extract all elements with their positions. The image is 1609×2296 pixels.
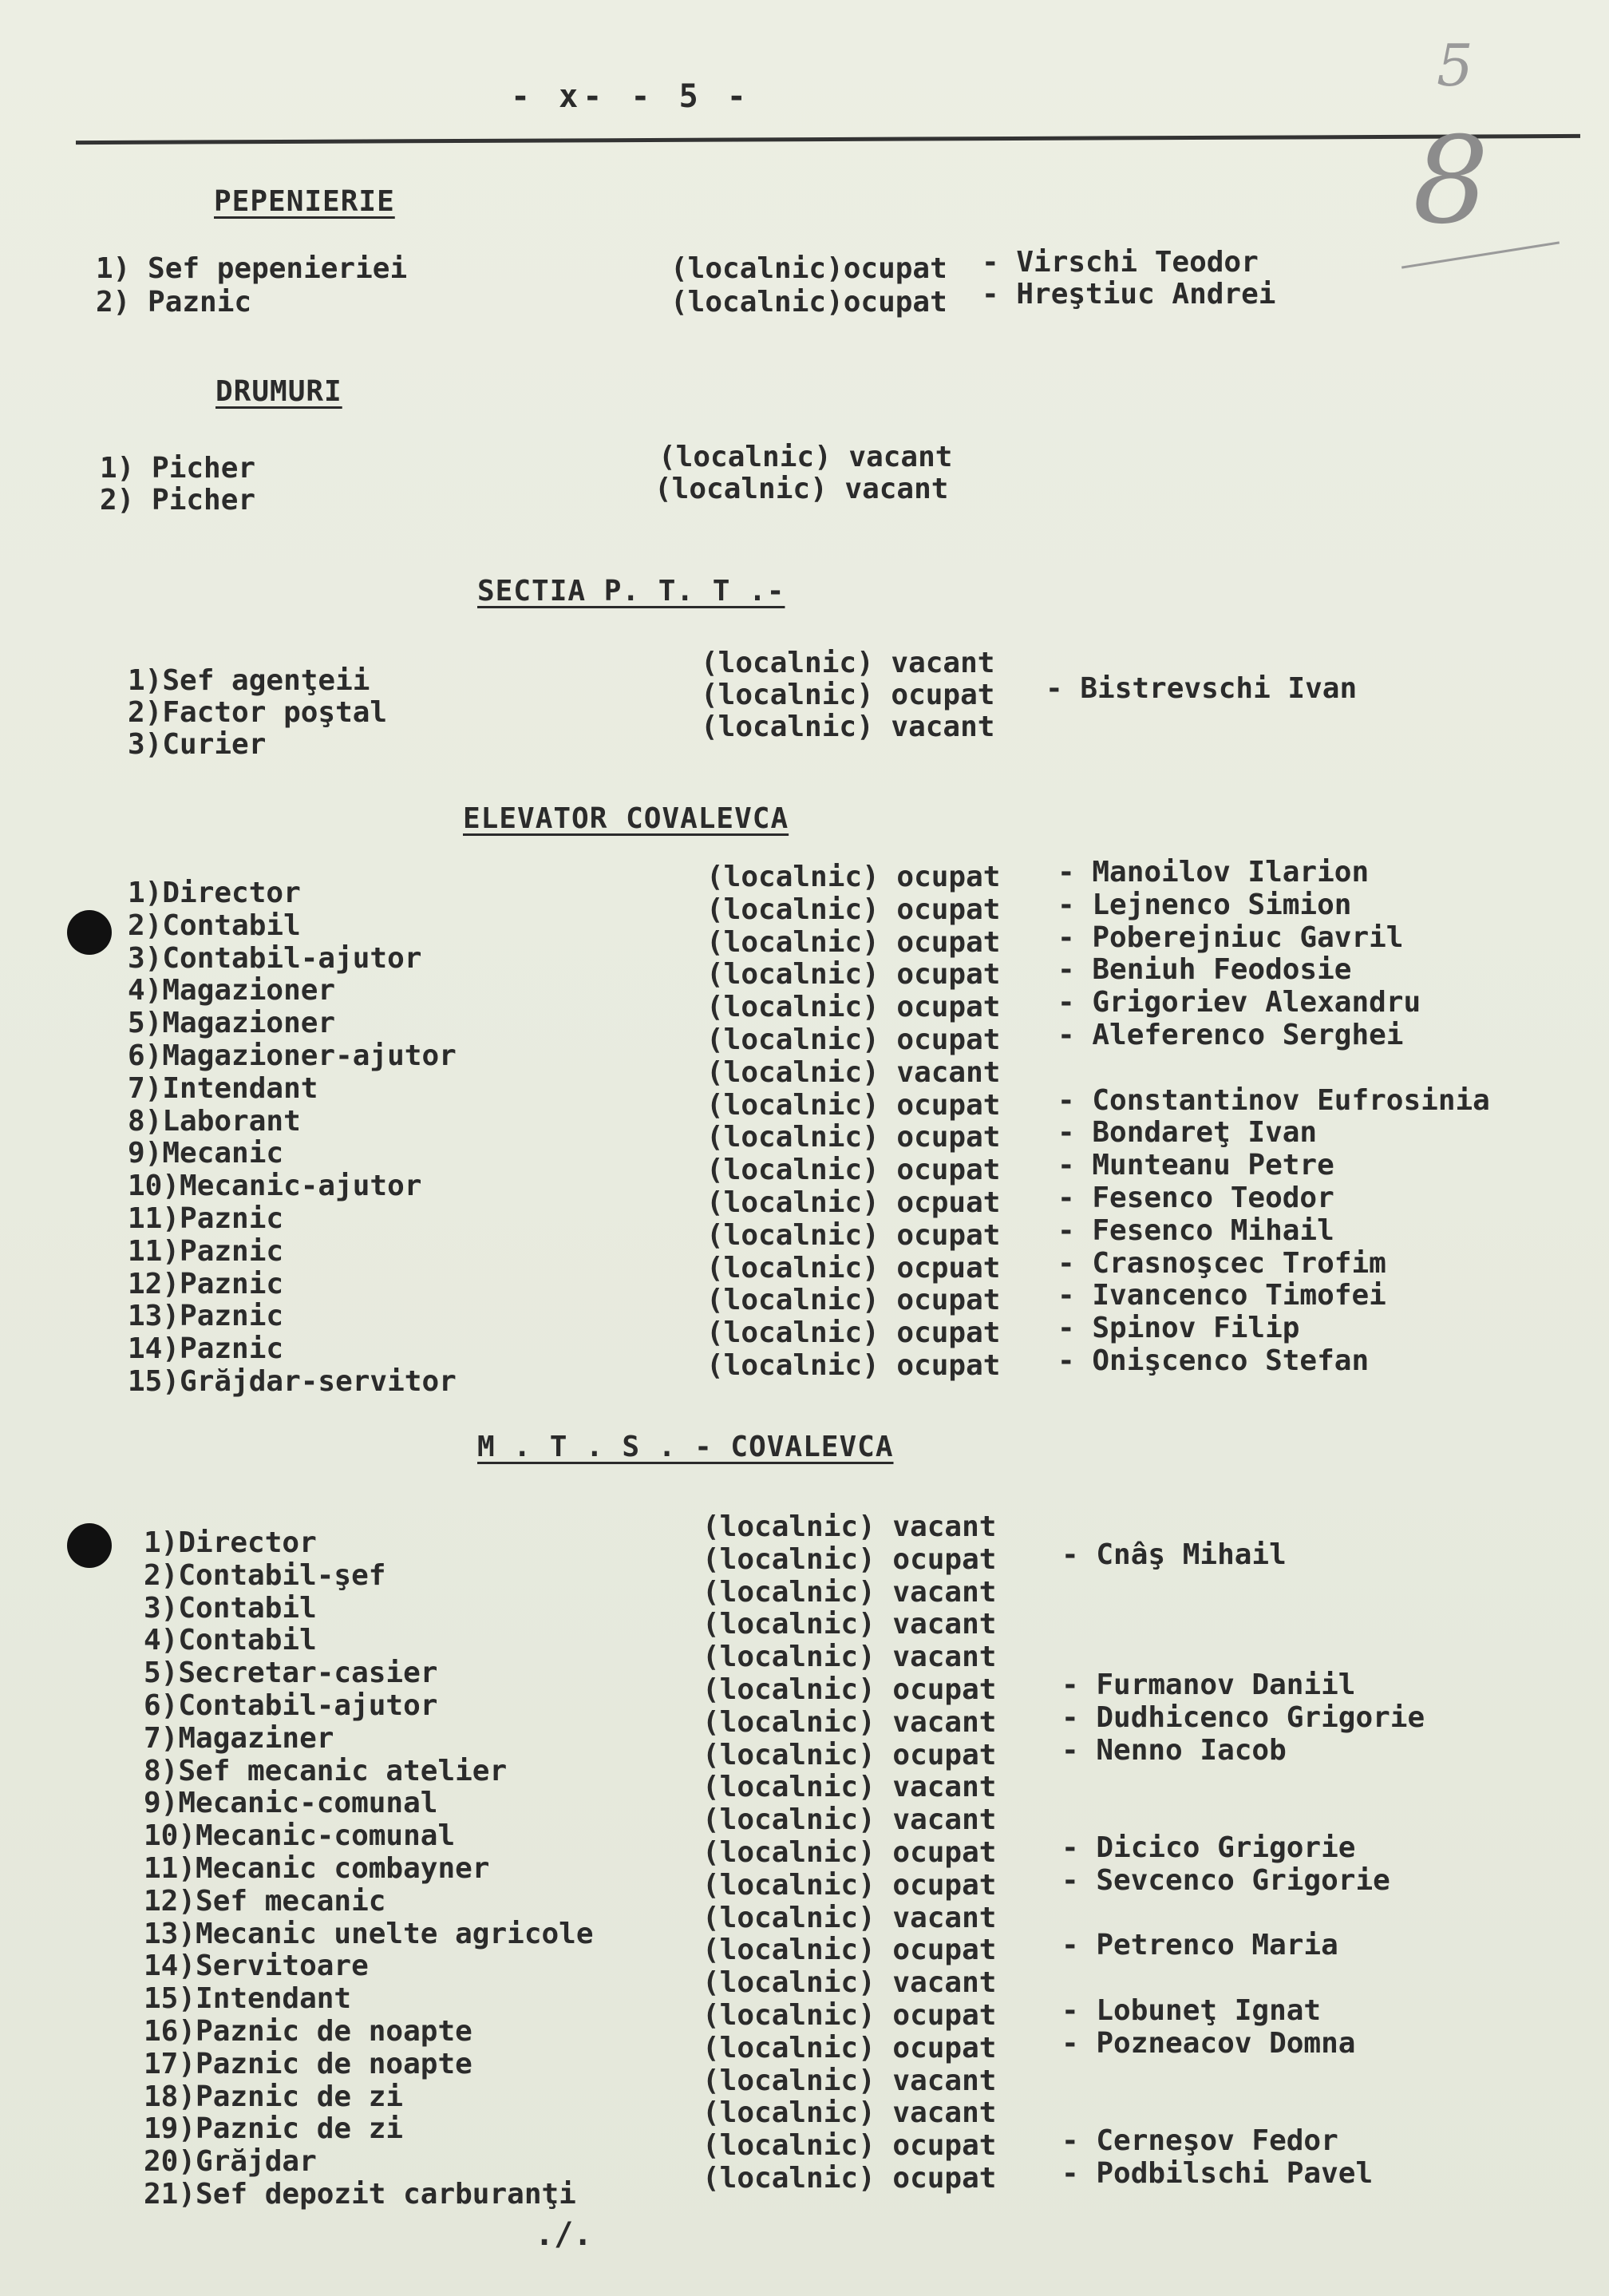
- job-status: (localnic) ocupat: [706, 1349, 1001, 1382]
- job-status: (localnic) ocupat: [706, 925, 1001, 959]
- job-status: (localnic) ocupat: [702, 2031, 997, 2064]
- job-status: (localnic) ocupat: [706, 861, 1001, 893]
- job-status: (localnic) ocpuat: [706, 1251, 1001, 1285]
- employee-name: - Spinov Filip: [1058, 1312, 1300, 1345]
- job-status: (localnic) vacant: [702, 1608, 997, 1641]
- job-status: (localnic) vacant: [702, 1510, 997, 1543]
- employee-name: - Dicico Grigorie: [1061, 1831, 1356, 1864]
- employee-name: - Furmanov Daniil: [1061, 1669, 1356, 1701]
- job-label: 16)Paznic de noapte: [144, 2015, 472, 2048]
- job-label: 7)Intendant: [128, 1071, 318, 1105]
- employee-name: - Manoilov Ilarion: [1058, 856, 1370, 889]
- employee-name: - Fesenco Mihail: [1058, 1213, 1334, 1247]
- job-label: 12)Paznic: [128, 1267, 284, 1300]
- section-title-elevator: ELEVATOR COVALEVCA: [463, 802, 789, 835]
- job-label: 13)Mecanic unelte agricole: [144, 1917, 594, 1950]
- punch-hole-lower: [67, 1523, 112, 1568]
- job-status: (localnic) ocupat: [702, 1738, 997, 1771]
- job-label: 1)Sef agenţeii: [128, 664, 370, 697]
- job-status: (localnic) vacant: [702, 2064, 997, 2097]
- job-label: 17)Paznic de noapte: [144, 2047, 472, 2080]
- job-status: (localnic) vacant: [706, 1055, 1001, 1089]
- employee-name: - Constantinov Eufrosinia: [1058, 1083, 1490, 1117]
- job-status: (localnic) ocupat: [702, 1542, 997, 1576]
- job-status: (localnic) ocupat: [702, 1673, 997, 1706]
- job-label: 8)Laborant: [128, 1104, 301, 1138]
- job-label: 5)Secretar-casier: [144, 1657, 438, 1690]
- job-status: (localnic) vacant: [702, 1966, 997, 2000]
- job-status: (localnic) ocupat: [702, 1934, 997, 1967]
- job-status: (localnic) ocupat: [706, 1023, 1001, 1056]
- employee-name: - Poberejniuc Gavril: [1058, 920, 1404, 954]
- job-status: (localnic) ocupat: [706, 1218, 1001, 1252]
- job-label: 15)Intendant: [144, 1982, 352, 2016]
- job-status: (localnic) vacant: [654, 473, 949, 505]
- section-title-ptt: SECTIA P. T. T .-: [477, 575, 785, 608]
- job-status: (localnic) vacant: [701, 711, 995, 743]
- table-row: [100, 441, 953, 485]
- employee-name: - Bondareţ Ivan: [1058, 1116, 1318, 1150]
- job-status: (localnic) ocupat: [706, 1316, 1001, 1350]
- job-label: 3)Contabil-ajutor: [128, 941, 422, 975]
- job-status: (localnic) vacant: [702, 2096, 997, 2130]
- job-label: 1)Director: [144, 1526, 317, 1559]
- job-label: 14)Paznic: [128, 1332, 284, 1366]
- pencil-page-number: 5: [1437, 32, 1473, 99]
- job-label: 2)Factor poştal: [128, 696, 388, 729]
- job-label: 8)Sef mecanic atelier: [144, 1754, 508, 1787]
- job-status: (localnic) vacant: [702, 1641, 997, 1674]
- job-label: 12)Sef mecanic: [144, 1884, 386, 1918]
- page-number-header: - x- - 5 -: [511, 78, 751, 115]
- pencil-folio-number: 8: [1413, 112, 1489, 251]
- job-status: (localnic) vacant: [702, 1705, 997, 1739]
- job-status: (localnic) vacant: [701, 647, 995, 679]
- employee-name: - Petrenco Maria: [1061, 1929, 1338, 1962]
- job-label: 21)Sef depozit carburanţi: [144, 2178, 576, 2211]
- employee-name: - Pozneacov Domna: [1061, 2026, 1356, 2060]
- job-label: 6)Contabil-ajutor: [144, 1689, 438, 1722]
- job-label: 10)Mecanic-ajutor: [128, 1170, 422, 1203]
- employee-name: - Onişcenco Stefan: [1058, 1344, 1370, 1377]
- job-label: 2)Contabil-şef: [144, 1558, 386, 1592]
- job-label: 9)Mecanic-comunal: [144, 1787, 438, 1820]
- job-status: (localnic) ocupat: [702, 1868, 997, 1902]
- job-status: (localnic) ocupat: [706, 893, 1001, 926]
- section-title-drumuri: DRUMURI: [215, 375, 342, 408]
- employee-name: - Cnâş Mihail: [1061, 1538, 1287, 1571]
- job-status: (localnic) vacant: [658, 441, 953, 473]
- job-status: (localnic) ocupat: [702, 2129, 997, 2163]
- job-label: 2) Paznic: [96, 286, 252, 319]
- job-label: 5)Magazioner: [128, 1007, 336, 1040]
- employee-name: - Cerneşov Fedor: [1061, 2124, 1338, 2158]
- employee-name: - Lejnenco Simion: [1058, 888, 1352, 921]
- job-label: 2) Picher: [100, 484, 256, 517]
- job-label: 11)Paznic: [128, 1234, 284, 1268]
- job-status: (localnic) ocupat: [702, 1836, 997, 1869]
- employee-name: - Virschi Teodor: [982, 246, 1259, 279]
- table-row: [96, 278, 1276, 319]
- section-title-pepenierie: PEPENIERIE: [214, 185, 395, 218]
- continuation-mark: ./.: [535, 2216, 593, 2253]
- punch-hole-upper: [67, 910, 112, 955]
- section-title-mts: M . T . S . - COVALEVCA: [477, 1431, 894, 1463]
- job-status: (localnic) ocpuat: [706, 1186, 1001, 1219]
- employee-name: - Ivancenco Timofei: [1058, 1279, 1386, 1312]
- job-label: 20)Grăjdar: [144, 2145, 317, 2179]
- job-status: (localnic) ocupat: [706, 1121, 1001, 1154]
- employee-name: - Crasnoşcec Trofim: [1058, 1246, 1386, 1280]
- employee-name: - Dudhicenco Grigorie: [1061, 1700, 1425, 1734]
- job-label: 1) Picher: [100, 452, 256, 485]
- job-label: 19)Paznic de zi: [144, 2112, 404, 2146]
- employee-name: - Sevcenco Grigorie: [1061, 1863, 1390, 1897]
- job-status: (localnic) ocupat: [702, 2162, 997, 2195]
- job-status: (localnic) vacant: [702, 1771, 997, 1804]
- job-label: 6)Magazioner-ajutor: [128, 1039, 457, 1072]
- job-status: (localnic) ocupat: [701, 679, 995, 711]
- job-label: 3)Curier: [128, 728, 267, 761]
- job-label: 4)Magazioner: [128, 974, 336, 1007]
- employee-name: - Nenno Iacob: [1061, 1733, 1287, 1767]
- job-label: 10)Mecanic-comunal: [144, 1819, 456, 1853]
- table-row: [100, 473, 949, 517]
- employee-name: - Munteanu Petre: [1058, 1149, 1334, 1182]
- job-status: (localnic) ocupat: [706, 991, 1001, 1024]
- employee-name: - Fesenco Teodor: [1058, 1182, 1334, 1214]
- table-row: [96, 246, 1259, 286]
- job-status: (localnic) ocupat: [706, 958, 1001, 992]
- job-status: (localnic) ocupat: [706, 1154, 1001, 1187]
- employee-name: - Grigoriev Alexandru: [1058, 986, 1421, 1019]
- job-status: (localnic) vacant: [702, 1901, 997, 1934]
- job-label: 1) Sef pepenieriei: [96, 252, 408, 285]
- employee-name: - Bistrevschi Ivan: [1046, 672, 1358, 705]
- job-status: (localnic)ocupat: [670, 286, 947, 319]
- job-label: 7)Magaziner: [144, 1721, 334, 1755]
- job-label: 1)Director: [128, 877, 301, 909]
- job-label: 11)Paznic: [128, 1202, 284, 1235]
- employee-name: - Aleferenco Serghei: [1058, 1019, 1404, 1051]
- job-label: 14)Servitoare: [144, 1950, 369, 1983]
- job-status: (localnic) vacant: [702, 1575, 997, 1609]
- employee-name: - Lobuneţ Ignat: [1061, 1994, 1322, 2027]
- job-label: 3)Contabil: [144, 1591, 317, 1625]
- employee-name: - Podbilschi Pavel: [1061, 2157, 1374, 2190]
- employee-name: - Hreştiuc Andrei: [982, 278, 1276, 311]
- job-label: 9)Mecanic: [128, 1137, 284, 1170]
- job-label: 15)Grăjdar-servitor: [128, 1365, 457, 1398]
- job-label: 2)Contabil: [128, 909, 301, 942]
- job-status: (localnic) ocupat: [706, 1284, 1001, 1317]
- job-status: (localnic) ocupat: [702, 1999, 997, 2032]
- employee-name: - Beniuh Feodosie: [1058, 953, 1352, 987]
- header-rule: [76, 134, 1580, 144]
- job-status: (localnic) ocupat: [706, 1088, 1001, 1122]
- job-label: 4)Contabil: [144, 1624, 317, 1657]
- job-label: 18)Paznic de zi: [144, 2080, 404, 2113]
- job-status: (localnic) vacant: [702, 1803, 997, 1837]
- job-label: 11)Mecanic combayner: [144, 1852, 490, 1885]
- job-label: 13)Paznic: [128, 1300, 284, 1333]
- job-status: (localnic)ocupat: [670, 252, 947, 285]
